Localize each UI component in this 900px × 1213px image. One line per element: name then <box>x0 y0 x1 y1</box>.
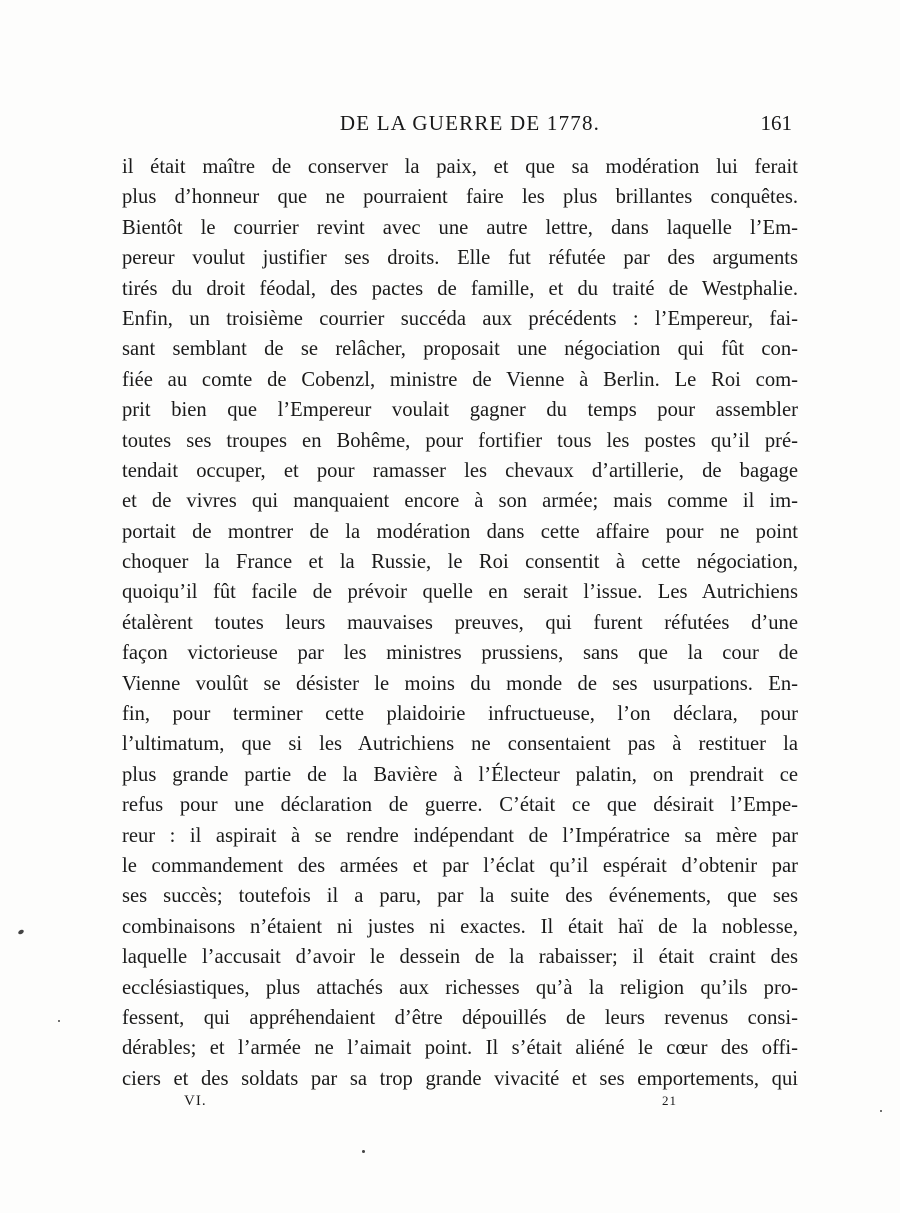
text-line: prit bien que l’Empereur voulait gagner du temps pour assembler <box>122 399 798 422</box>
text-line: Bientôt le courrier revint avec une autre lettre, dans laquelle l’Em- <box>122 216 798 239</box>
text-line: refus pour une déclaration de guerre. C’était ce que désirait l’Empe- <box>122 794 798 817</box>
text-line: tendait occuper, et pour ramasser les chevaux d’artillerie, de bagage <box>122 459 798 482</box>
text-line: portait de montrer de la modération dans cette affaire pour ne point <box>122 520 798 543</box>
body-text <box>122 152 798 1094</box>
text-line: pereur voulut justifier ses droits. Elle fut réfutée par des arguments <box>122 247 798 270</box>
signature-mark: VI. <box>184 1093 207 1109</box>
text-line: tirés du droit féodal, des pactes de famille, et du traité de Westphalie. <box>122 277 798 300</box>
text-line: le commandement des armées et par l’éclat qu’il espérait d’obtenir par <box>122 854 798 877</box>
text-line: reur : il aspirait à se rendre indépendant de l’Impératrice sa mère par <box>122 824 798 847</box>
text-line: Vienne voulût se désister le moins du monde de ses usurpations. En- <box>122 672 798 695</box>
text-line: ciers et des soldats par sa trop grande vivacité et ses emportements, qui <box>122 1067 798 1090</box>
text-line: ses succès; toutefois il a paru, par la suite des événements, que ses <box>122 885 798 908</box>
text-line: choquer la France et la Russie, le Roi consentit à cette négociation, <box>122 551 798 574</box>
scan-speck <box>58 1020 60 1022</box>
text-line: combinaisons n’étaient ni justes ni exactes. Il était haï de la noblesse, <box>122 915 798 938</box>
text-line: et de vivres qui manquaient encore à son armée; mais comme il im- <box>122 490 798 513</box>
scan-speck <box>880 1110 882 1112</box>
running-head <box>122 111 798 145</box>
text-line: plus d’honneur que ne pourraient faire les plus brillantes conquêtes. <box>122 186 798 209</box>
text-line: quoiqu’il fût facile de prévoir quelle en serait l’issue. Les Autrichiens <box>122 581 798 604</box>
text-line: dérables; et l’armée ne l’aimait point. Il s’était aliéné le cœur des offi- <box>122 1037 798 1060</box>
scan-speck <box>17 929 24 935</box>
text-line: il était maître de conserver la paix, et que sa modération lui ferait <box>122 156 798 178</box>
text-line: Enfin, un troisième courrier succéda aux précédents : l’Empereur, fai- <box>122 307 798 330</box>
text-line: étalèrent toutes leurs mauvaises preuves, qui furent réfutées d’une <box>122 611 798 634</box>
text-line: ecclésiastiques, plus attachés aux richesses qu’à la religion qu’ils pro- <box>122 976 798 999</box>
text-line: l’ultimatum, que si les Autrichiens ne consentaient pas à restituer la <box>122 733 798 756</box>
text-line: façon victorieuse par les ministres prussiens, sans que la cour de <box>122 642 798 665</box>
running-title: DE LA GUERRE DE 1778. <box>339 111 601 135</box>
text-line: laquelle l’accusait d’avoir le dessein de la rabaisser; il était craint des <box>122 946 798 969</box>
text-line: sant semblant de se relâcher, proposait une négociation qui fût con- <box>122 338 798 361</box>
text-line: fiée au comte de Cobenzl, ministre de Vienne à Berlin. Le Roi com- <box>122 368 798 391</box>
page-number: 161 <box>760 111 792 135</box>
page-footer <box>122 1093 798 1117</box>
text-line: fin, pour terminer cette plaidoirie infructueuse, l’on déclara, pour <box>122 703 798 726</box>
text-line: fessent, qui appréhendaient d’être dépouillés de leurs revenus consi- <box>122 1006 798 1029</box>
text-line: plus grande partie de la Bavière à l’Électeur palatin, on prendrait ce <box>122 763 798 786</box>
gathering-mark: 21 <box>662 1093 677 1108</box>
scan-speck <box>362 1150 365 1153</box>
text-line: toutes ses troupes en Bohême, pour fortifier tous les postes qu’il pré- <box>122 429 798 452</box>
